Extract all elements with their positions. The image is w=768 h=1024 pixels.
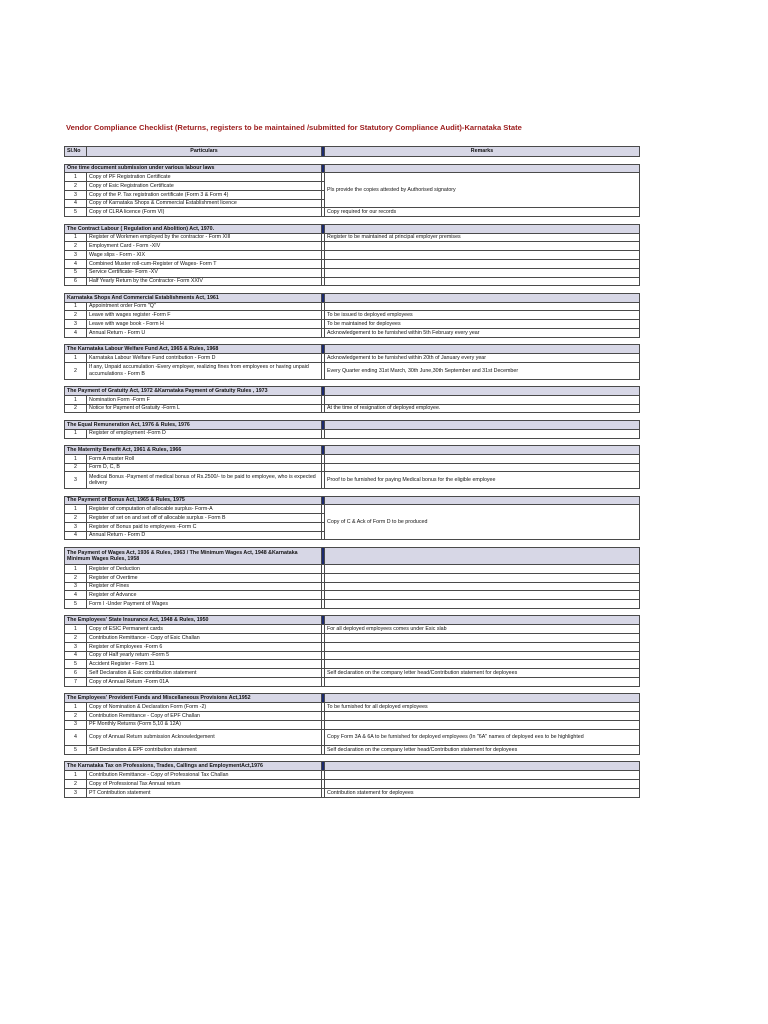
checklist-row bbox=[65, 404, 640, 413]
section-remarks-cell bbox=[325, 547, 640, 564]
section-remarks-cell bbox=[325, 345, 640, 354]
item-remarks: To be issued to deployed employees bbox=[325, 311, 640, 320]
section-remarks-cell bbox=[325, 293, 640, 302]
checklist-row bbox=[65, 591, 640, 600]
item-number: 2 bbox=[65, 514, 87, 523]
section-title: The Employees' State Insurance Act, 1948 & Rules, 1950 bbox=[65, 616, 322, 625]
item-particulars: Employment Card - Form -XIV bbox=[87, 242, 322, 251]
item-number: 2 bbox=[65, 182, 87, 191]
item-remarks bbox=[325, 582, 640, 591]
checklist-row bbox=[65, 600, 640, 609]
section-title: The Payment of Gratuity Act, 1972 &Karnataka Payment of Gratuity Rules , 1973 bbox=[65, 387, 322, 396]
checklist-row bbox=[65, 746, 640, 755]
item-remarks bbox=[325, 678, 640, 687]
section-remarks-cell bbox=[325, 496, 640, 505]
item-particulars: Register of Employees -Form 6 bbox=[87, 642, 322, 651]
item-particulars: Self Declaration & Esic contribution statement bbox=[87, 669, 322, 678]
remarks-header: Remarks bbox=[325, 147, 640, 157]
item-remarks: Self declaration on the company letter head/Contribution statement for deployees bbox=[325, 746, 640, 755]
compliance-checklist-table bbox=[64, 146, 640, 798]
item-number: 1 bbox=[65, 354, 87, 363]
spacer-cell bbox=[65, 413, 640, 421]
item-number: 1 bbox=[65, 771, 87, 780]
item-remarks: Acknowledgement to be furnished within 5th February every year bbox=[325, 329, 640, 338]
checklist-row bbox=[65, 268, 640, 277]
item-particulars: Register of Workmen employed by the contractor - Form XIII bbox=[87, 233, 322, 242]
item-remarks bbox=[325, 463, 640, 472]
checklist-row bbox=[65, 678, 640, 687]
checklist-row bbox=[65, 780, 640, 789]
page-title: Vendor Compliance Checklist (Returns, registers to be maintained /submitted for Statutory Compliance Audit)-Karnataka State bbox=[66, 123, 522, 132]
item-particulars: Self Declaration & EPF contribution statement bbox=[87, 746, 322, 755]
column-divider bbox=[322, 190, 325, 199]
item-number: 1 bbox=[65, 703, 87, 712]
item-number: 2 bbox=[65, 311, 87, 320]
section-header-row bbox=[65, 345, 640, 354]
item-remarks: Register to be maintained at principal employer premises bbox=[325, 233, 640, 242]
item-particulars: Contribution Remittance - Copy of Esic Challan bbox=[87, 634, 322, 643]
column-divider bbox=[322, 182, 325, 191]
item-particulars: Register of Advance bbox=[87, 591, 322, 600]
section-header-row bbox=[65, 547, 640, 564]
item-number: 5 bbox=[65, 600, 87, 609]
item-number: 7 bbox=[65, 678, 87, 687]
item-remarks: Copy required for our records bbox=[325, 208, 640, 217]
item-number: 4 bbox=[65, 199, 87, 208]
item-number: 2 bbox=[65, 362, 87, 379]
item-number: 2 bbox=[65, 711, 87, 720]
item-number: 4 bbox=[65, 729, 87, 746]
item-number: 1 bbox=[65, 395, 87, 404]
item-number: 3 bbox=[65, 582, 87, 591]
checklist-row bbox=[65, 320, 640, 329]
checklist-row bbox=[65, 429, 640, 438]
item-particulars: Register of Bonus paid to employees -Form C bbox=[87, 522, 322, 531]
item-number: 2 bbox=[65, 463, 87, 472]
checklist-row bbox=[65, 311, 640, 320]
section-title: The Karnataka Labour Welfare Fund Act, 1965 & Rules, 1968 bbox=[65, 345, 322, 354]
column-divider bbox=[322, 531, 325, 540]
section-remarks-cell bbox=[325, 446, 640, 455]
item-number: 5 bbox=[65, 268, 87, 277]
item-remarks bbox=[325, 259, 640, 268]
item-particulars: Service Certificate- Form -XV bbox=[87, 268, 322, 277]
section-remarks-cell bbox=[325, 387, 640, 396]
checklist-row bbox=[65, 651, 640, 660]
checklist-row bbox=[65, 242, 640, 251]
section-spacer bbox=[65, 540, 640, 548]
spacer-cell bbox=[65, 217, 640, 225]
item-number: 5 bbox=[65, 660, 87, 669]
item-remarks bbox=[325, 251, 640, 260]
item-particulars: Form D, C, B bbox=[87, 463, 322, 472]
item-particulars: Register of set on and set off of allocable surplus - Form B bbox=[87, 514, 322, 523]
section-spacer bbox=[65, 217, 640, 225]
item-number: 1 bbox=[65, 302, 87, 311]
item-number: 6 bbox=[65, 277, 87, 286]
column-divider bbox=[322, 522, 325, 531]
item-remarks: For all deployed employees comes under Esic slab bbox=[325, 625, 640, 634]
item-particulars: Combined Muster roll-cum-Register of Wages- Form T bbox=[87, 259, 322, 268]
item-number: 3 bbox=[65, 720, 87, 729]
section-header-row bbox=[65, 164, 640, 173]
section-header-row bbox=[65, 387, 640, 396]
item-number: 2 bbox=[65, 404, 87, 413]
spacer-cell bbox=[65, 489, 640, 497]
column-divider bbox=[322, 514, 325, 523]
item-remarks bbox=[325, 395, 640, 404]
item-particulars: Appointment order Form "Q" bbox=[87, 302, 322, 311]
item-number: 2 bbox=[65, 242, 87, 251]
item-number: 4 bbox=[65, 329, 87, 338]
checklist-row bbox=[65, 454, 640, 463]
section-spacer bbox=[65, 379, 640, 387]
checklist-row bbox=[65, 711, 640, 720]
section-title: The Maternity Benefit Act, 1961 & Rules, 1966 bbox=[65, 446, 322, 455]
item-number: 1 bbox=[65, 564, 87, 573]
checklist-row bbox=[65, 395, 640, 404]
checklist-row bbox=[65, 720, 640, 729]
checklist-row bbox=[65, 642, 640, 651]
item-particulars: Copy of Professional Tax Annual return bbox=[87, 780, 322, 789]
item-number: 1 bbox=[65, 173, 87, 182]
section-title: Karnataka Shops And Commercial Establishments Act, 1961 bbox=[65, 293, 322, 302]
item-number: 1 bbox=[65, 454, 87, 463]
section-header-row bbox=[65, 293, 640, 302]
checklist-row bbox=[65, 634, 640, 643]
item-number: 1 bbox=[65, 505, 87, 514]
checklist-row bbox=[65, 463, 640, 472]
item-remarks: Self declaration on the company letter head/Contribution statement for deployees bbox=[325, 669, 640, 678]
checklist-row bbox=[65, 259, 640, 268]
item-number: 3 bbox=[65, 472, 87, 489]
section-spacer bbox=[65, 413, 640, 421]
item-particulars: Register of Overtime bbox=[87, 573, 322, 582]
item-particulars: Accident Register - Form 11 bbox=[87, 660, 322, 669]
checklist-row bbox=[65, 703, 640, 712]
item-remarks bbox=[325, 651, 640, 660]
item-number: 5 bbox=[65, 746, 87, 755]
section-title: One time document submission under various labour laws bbox=[65, 164, 322, 173]
item-remarks: To be maintained for deployees bbox=[325, 320, 640, 329]
item-remarks: Copy Form 3A & 6A to be furnished for deployed employees (In "6A" names of deployed ees to be highlighted bbox=[325, 729, 640, 746]
item-particulars: Register of Deduction bbox=[87, 564, 322, 573]
item-number: 3 bbox=[65, 190, 87, 199]
checklist-row bbox=[65, 208, 640, 217]
section-spacer bbox=[65, 438, 640, 446]
section-remarks-cell bbox=[325, 616, 640, 625]
checklist-row bbox=[65, 625, 640, 634]
item-particulars: Annual Return - Form D bbox=[87, 531, 322, 540]
section-header-row bbox=[65, 420, 640, 429]
section-title: The Employees' Provident Funds and Miscellaneous Provisions Act,1952 bbox=[65, 694, 322, 703]
section-spacer bbox=[65, 608, 640, 616]
item-remarks bbox=[325, 660, 640, 669]
item-particulars: Copy of Nomination & Declaration Form (Form -2) bbox=[87, 703, 322, 712]
checklist-row bbox=[65, 729, 640, 746]
item-number: 3 bbox=[65, 642, 87, 651]
section-remarks-cell bbox=[325, 164, 640, 173]
item-remarks bbox=[325, 591, 640, 600]
item-remarks bbox=[325, 642, 640, 651]
item-remarks: Acknowledgement to be furnished within 20th of January every year bbox=[325, 354, 640, 363]
item-number: 6 bbox=[65, 669, 87, 678]
section-remarks-cell bbox=[325, 224, 640, 233]
item-particulars: Contribution Remittance - Copy of EPF Challan bbox=[87, 711, 322, 720]
item-particulars: Register of employment -Form D bbox=[87, 429, 322, 438]
item-particulars: Copy of Annual Return submission Acknowledgement bbox=[87, 729, 322, 746]
item-particulars: Medical Bonus -Payment of medical bonus of Rs.2500/- to be paid to employee, who is expected delivery bbox=[87, 472, 322, 489]
item-number: 1 bbox=[65, 429, 87, 438]
spacer-cell bbox=[65, 608, 640, 616]
spacer-cell bbox=[65, 686, 640, 694]
spacer-cell bbox=[65, 379, 640, 387]
item-remarks: At the time of resignation of deployed employee. bbox=[325, 404, 640, 413]
item-remarks bbox=[325, 302, 640, 311]
item-particulars: Copy of ESIC Permanent cards bbox=[87, 625, 322, 634]
item-number: 4 bbox=[65, 259, 87, 268]
checklist-row bbox=[65, 251, 640, 260]
item-number: 3 bbox=[65, 251, 87, 260]
particulars-header: Particulars bbox=[87, 147, 322, 157]
section-title: The Equal Remuneration Act, 1976 & Rules, 1976 bbox=[65, 420, 322, 429]
item-particulars: Annual Return - Form U bbox=[87, 329, 322, 338]
section-spacer bbox=[65, 337, 640, 345]
item-remarks bbox=[325, 771, 640, 780]
checklist-row bbox=[65, 660, 640, 669]
item-remarks bbox=[325, 277, 640, 286]
section-remarks-cell bbox=[325, 762, 640, 771]
section-spacer bbox=[65, 489, 640, 497]
item-particulars: Copy of Half yearly return -Form 5 bbox=[87, 651, 322, 660]
item-particulars: Copy of the P. Tax registration certificate (Form 3 & Form 4) bbox=[87, 190, 322, 199]
checklist-row bbox=[65, 173, 640, 182]
item-particulars: Form I -Under Payment of Wages bbox=[87, 600, 322, 609]
checklist-row bbox=[65, 669, 640, 678]
item-remarks: Pls provide the copies attested by Authorised signatory bbox=[325, 173, 640, 208]
section-remarks-cell bbox=[325, 420, 640, 429]
checklist-row bbox=[65, 564, 640, 573]
section-title: The Karnataka Tax on Professions, Trades, Callings and EmploymentAct,1976 bbox=[65, 762, 322, 771]
item-number: 3 bbox=[65, 788, 87, 797]
checklist-row bbox=[65, 505, 640, 514]
item-particulars: Copy of Esic Registration Certificate bbox=[87, 182, 322, 191]
item-number: 3 bbox=[65, 522, 87, 531]
section-header-row bbox=[65, 496, 640, 505]
spacer-cell bbox=[65, 286, 640, 294]
spacer-cell bbox=[65, 438, 640, 446]
item-number: 4 bbox=[65, 591, 87, 600]
item-number: 5 bbox=[65, 208, 87, 217]
item-particulars: Copy of CLRA licence (Form VI) bbox=[87, 208, 322, 217]
item-remarks bbox=[325, 573, 640, 582]
checklist-row bbox=[65, 233, 640, 242]
item-remarks bbox=[325, 720, 640, 729]
item-remarks bbox=[325, 711, 640, 720]
item-particulars: Notice for Payment of Gratuity -Form L bbox=[87, 404, 322, 413]
item-remarks bbox=[325, 454, 640, 463]
item-remarks: Every Quarter ending 31st March, 30th June,30th September and 31st December bbox=[325, 362, 640, 379]
item-remarks bbox=[325, 242, 640, 251]
item-particulars: Register of computation of allocable surplus- Form-A bbox=[87, 505, 322, 514]
column-divider bbox=[322, 199, 325, 208]
section-spacer bbox=[65, 754, 640, 762]
section-header-row bbox=[65, 446, 640, 455]
item-particulars: Register of Fines bbox=[87, 582, 322, 591]
item-particulars: Wage slips - Form - XIX bbox=[87, 251, 322, 260]
item-remarks bbox=[325, 564, 640, 573]
item-particulars: Half Yearly Return by the Contractor- Form XXIV bbox=[87, 277, 322, 286]
spacer-cell bbox=[65, 157, 640, 165]
spacer-cell bbox=[65, 540, 640, 548]
item-number: 4 bbox=[65, 651, 87, 660]
table-header-row bbox=[65, 147, 640, 157]
slno-header: Sl.No bbox=[65, 147, 87, 157]
item-remarks bbox=[325, 429, 640, 438]
checklist-row bbox=[65, 329, 640, 338]
section-title: The Payment of Bonus Act, 1965 & Rules, 1975 bbox=[65, 496, 322, 505]
item-particulars: Karnataka Labour Welfare Fund contribution - Form D bbox=[87, 354, 322, 363]
section-spacer bbox=[65, 686, 640, 694]
checklist-row bbox=[65, 472, 640, 489]
item-particulars: Contribution Remittance - Copy of Professional Tax Challan bbox=[87, 771, 322, 780]
section-title: The Payment of Wages Act, 1936 & Rules, 1963 / The Minimum Wages Act, 1948 &Karnataka Minimum Wages Rules, 1958 bbox=[65, 547, 322, 564]
item-particulars: Leave with wages register -Form F bbox=[87, 311, 322, 320]
item-particulars: PT Contribution statement bbox=[87, 788, 322, 797]
item-particulars: Nomination Form -Form F bbox=[87, 395, 322, 404]
section-spacer bbox=[65, 157, 640, 165]
item-particulars: Leave with wage book - Form H bbox=[87, 320, 322, 329]
checklist-row bbox=[65, 302, 640, 311]
item-number: 3 bbox=[65, 320, 87, 329]
item-remarks bbox=[325, 600, 640, 609]
item-particulars: Copy of Annual Return -Form 01A bbox=[87, 678, 322, 687]
section-header-row bbox=[65, 694, 640, 703]
item-particulars: If any, Unpaid accumulation -Every employer, realizing fines from employees or having unpaid accumulations - Form B bbox=[87, 362, 322, 379]
spacer-cell bbox=[65, 754, 640, 762]
item-particulars: Copy of PF Registration Certificate bbox=[87, 173, 322, 182]
checklist-row bbox=[65, 582, 640, 591]
item-remarks bbox=[325, 780, 640, 789]
item-number: 2 bbox=[65, 780, 87, 789]
item-remarks: Contribution statement for deployees bbox=[325, 788, 640, 797]
item-remarks bbox=[325, 268, 640, 277]
checklist-row bbox=[65, 277, 640, 286]
checklist-row bbox=[65, 771, 640, 780]
checklist-row bbox=[65, 362, 640, 379]
item-remarks bbox=[325, 634, 640, 643]
section-header-row bbox=[65, 224, 640, 233]
section-header-row bbox=[65, 762, 640, 771]
spacer-cell bbox=[65, 337, 640, 345]
item-number: 1 bbox=[65, 233, 87, 242]
checklist-row bbox=[65, 354, 640, 363]
checklist-row bbox=[65, 573, 640, 582]
item-remarks: Copy of C & Ack of Form D to be produced bbox=[325, 505, 640, 540]
section-title: The Contract Labour ( Regulation and Abolition) Act, 1970. bbox=[65, 224, 322, 233]
item-number: 4 bbox=[65, 531, 87, 540]
item-number: 2 bbox=[65, 573, 87, 582]
item-particulars: Form A muster Roll bbox=[87, 454, 322, 463]
section-remarks-cell bbox=[325, 694, 640, 703]
item-number: 2 bbox=[65, 634, 87, 643]
section-header-row bbox=[65, 616, 640, 625]
item-particulars: PF Monthly Returns (Form 5,10 & 12A) bbox=[87, 720, 322, 729]
item-particulars: Copy of Karnataka Shops & Commercial Establishment licence bbox=[87, 199, 322, 208]
item-remarks: Proof to be furnished for paying Medical bonus for the eligible employee bbox=[325, 472, 640, 489]
item-remarks: To be furnished for all deployed employees bbox=[325, 703, 640, 712]
item-number: 1 bbox=[65, 625, 87, 634]
section-spacer bbox=[65, 286, 640, 294]
checklist-row bbox=[65, 788, 640, 797]
